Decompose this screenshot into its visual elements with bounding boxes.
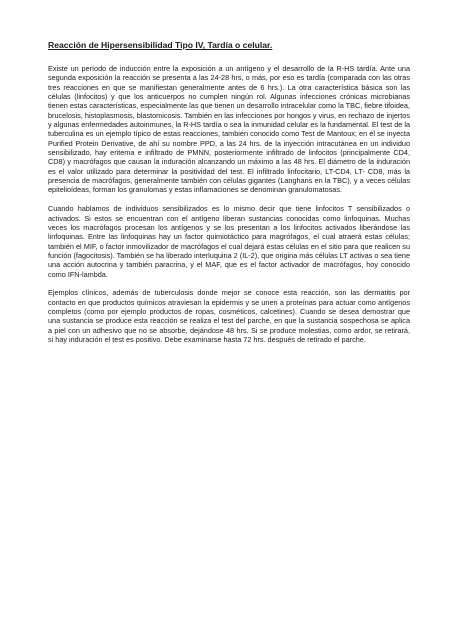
document-page xyxy=(48,40,410,354)
paragraph-induction-period: Existe un período de inducción entre la exposición a un antígeno y el desarrollo de la R-HS tardía. Ante una segunda exposición la reacción se presenta a las 24-28 hrs, o más, por eso es tardía (comparada con las otras tres reacciones en que se manifiestan generalmente antes de 6 hrs.). La otra característica básica son las células (linfocitos) y que los anticuerpos no cumplen ningún rol. Algunas infecciones crónicas microbianas tienen estas características, especialmente las que tienen un desarrollo intracelular como la TBC, fiebre tifoidea, brucelosis, histoplasmosis, blastomicosis. También en las infecciones por hongos y virus, en rechazo de injertos y algunas enfermedades autoinmunes, la R-HS tardía o sea la inmunidad celular es la fundamental. El test de la tuberculina es un ejemplo típico de estas reacciones, también conocido como Test de Mantoux; en él se inyecta Purified Protein Derivative, de ahí su nombre PPD, a las 24 hrs. de la inyección intracutánea en un individuo sensibilizado, hay eritema e infiltrado de PMNN, posteriormente infiltrado de linfocitos (principalmente CD4, CD8) y macrófagos que causan la induración alcanzando un máximo a las 48 hrs. El diámetro de la induración es el valor utilizado para determinar la positividad del test. El infiltrado linfocitario, LT-CD4, LT- CD8, más la presencia de macrófagos, generalmente también con células gigantes (Langhans en la TBC), y a veces células epitelioídeas, forman los granulomas y estas inflamaciones se denominan granulomatosas. xyxy=(48,64,410,195)
paragraph-clinical-examples: Ejemplos clínicos, además de tuberculosis donde mejor se conoce esta reacción, son las dermatitis por contacto en que productos químicos atraviesan la epidermis y se unen a proteínas para actuar como antígenos completos (como por ejemplo productos de ropas, cosméticos, calcetines). Cuando se desea demostrar que una sustancia se produce esta reacción se realiza el test del parche, en que la sustancia sospechosa se aplica a piel con un adhesivo que no se absorbe, dejándose 48 hrs. Si se produce molestias, como ardor, se retirará, si hay induración el test es positivo. Debe examinarse hasta 72 hrs. después de retirado el parche. xyxy=(48,288,410,345)
paragraph-sensitized-lymphocytes: Cuando hablamos de individuos sensibilizados es lo mismo decir que tiene linfocitos T sensibilizados o activados. Si estos se encuentran con el antígeno liberan sustancias conocidas como linfoquinas. Muchas veces los macrófagos procesan los antígenos y se los presentan a los linfocitos activados liberándose las linfoquinas. Entre las linfoquinas hay un factor quimiotáctico para magrófagos, el cual atraerá estas células; también el MIF, o factor inmovilizador de macrófagos el cual dejará estas células en el sitio para que realicen su función (fagocitosis). También se ha liberado interluquina 2 (IL-2), que origina más células LT activas o sea tiene una acción autocrina y también paracrina, y el MAF, que es el factor activador de macrófagos, hoy conocido como IFN-lambda. xyxy=(48,204,410,279)
document-title: Reacción de Hipersensibilidad Tipo IV, Tardía o celular. xyxy=(48,40,273,50)
